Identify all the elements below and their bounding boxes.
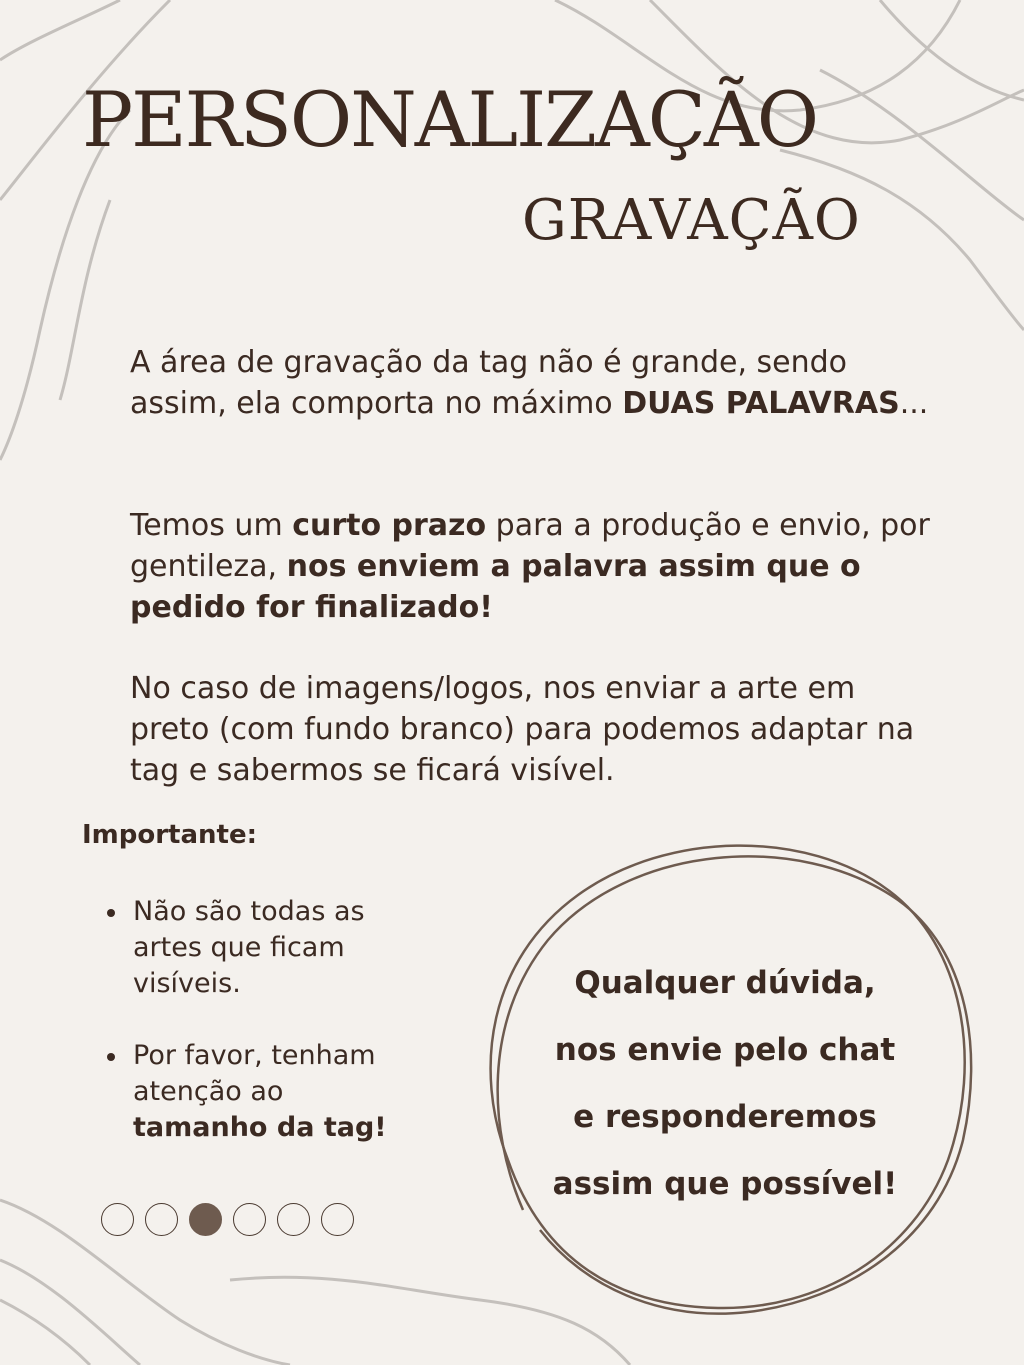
paragraph-images-logos <box>130 668 930 791</box>
pagination-dot[interactable] <box>277 1203 310 1236</box>
pagination-dot[interactable] <box>101 1203 134 1236</box>
important-heading: Importante: <box>82 820 258 850</box>
paragraph-deadline <box>130 505 930 628</box>
list-item-text: Por favor, tenham atenção ao <box>133 1040 376 1107</box>
paragraph-emphasis: curto prazo <box>292 508 487 543</box>
paragraph-text: A área de gravação da tag não é grande, sendo assim, ela comporta no máximo <box>130 345 848 421</box>
paragraph-emphasis: DUAS PALAVRAS <box>622 386 900 421</box>
list-item <box>105 1038 425 1146</box>
paragraph-text: para a produção e envio, por gentileza, <box>130 508 930 584</box>
pagination-dots <box>101 1203 354 1236</box>
paragraph-text: Temos um <box>130 508 293 543</box>
bullet-dot-icon <box>107 909 115 917</box>
paragraph-engraving-area <box>130 342 930 424</box>
pagination-dot[interactable] <box>321 1203 354 1236</box>
page-subtitle: GRAVAÇÃO <box>522 188 861 253</box>
bullet-dot-icon <box>107 1053 115 1061</box>
cta-line: e responderemos <box>573 1099 877 1135</box>
cta-message <box>525 950 925 1218</box>
list-item <box>105 894 425 1002</box>
list-item-emphasis: tamanho da tag! <box>133 1112 387 1143</box>
cta-line: nos envie pelo chat <box>554 1032 896 1068</box>
pagination-dot[interactable] <box>233 1203 266 1236</box>
pagination-dot-active[interactable] <box>189 1203 222 1236</box>
paragraph-emphasis: nos enviem a palavra assim que o pedido for finalizado! <box>130 549 861 625</box>
cta-line: assim que possível! <box>552 1166 898 1202</box>
cta-line: Qualquer dúvida, <box>574 965 876 1001</box>
pagination-dot[interactable] <box>145 1203 178 1236</box>
important-list <box>105 894 425 1182</box>
paragraph-text: No caso de imagens/logos, nos enviar a arte em preto (com fundo branco) para podemos adaptar na tag e sabermos se ficará visível. <box>130 671 915 788</box>
paragraph-text: ... <box>899 386 929 421</box>
page-title: PERSONALIZAÇÃO <box>82 75 818 164</box>
list-item-text: Não são todas as artes que ficam visíveis. <box>133 896 365 999</box>
